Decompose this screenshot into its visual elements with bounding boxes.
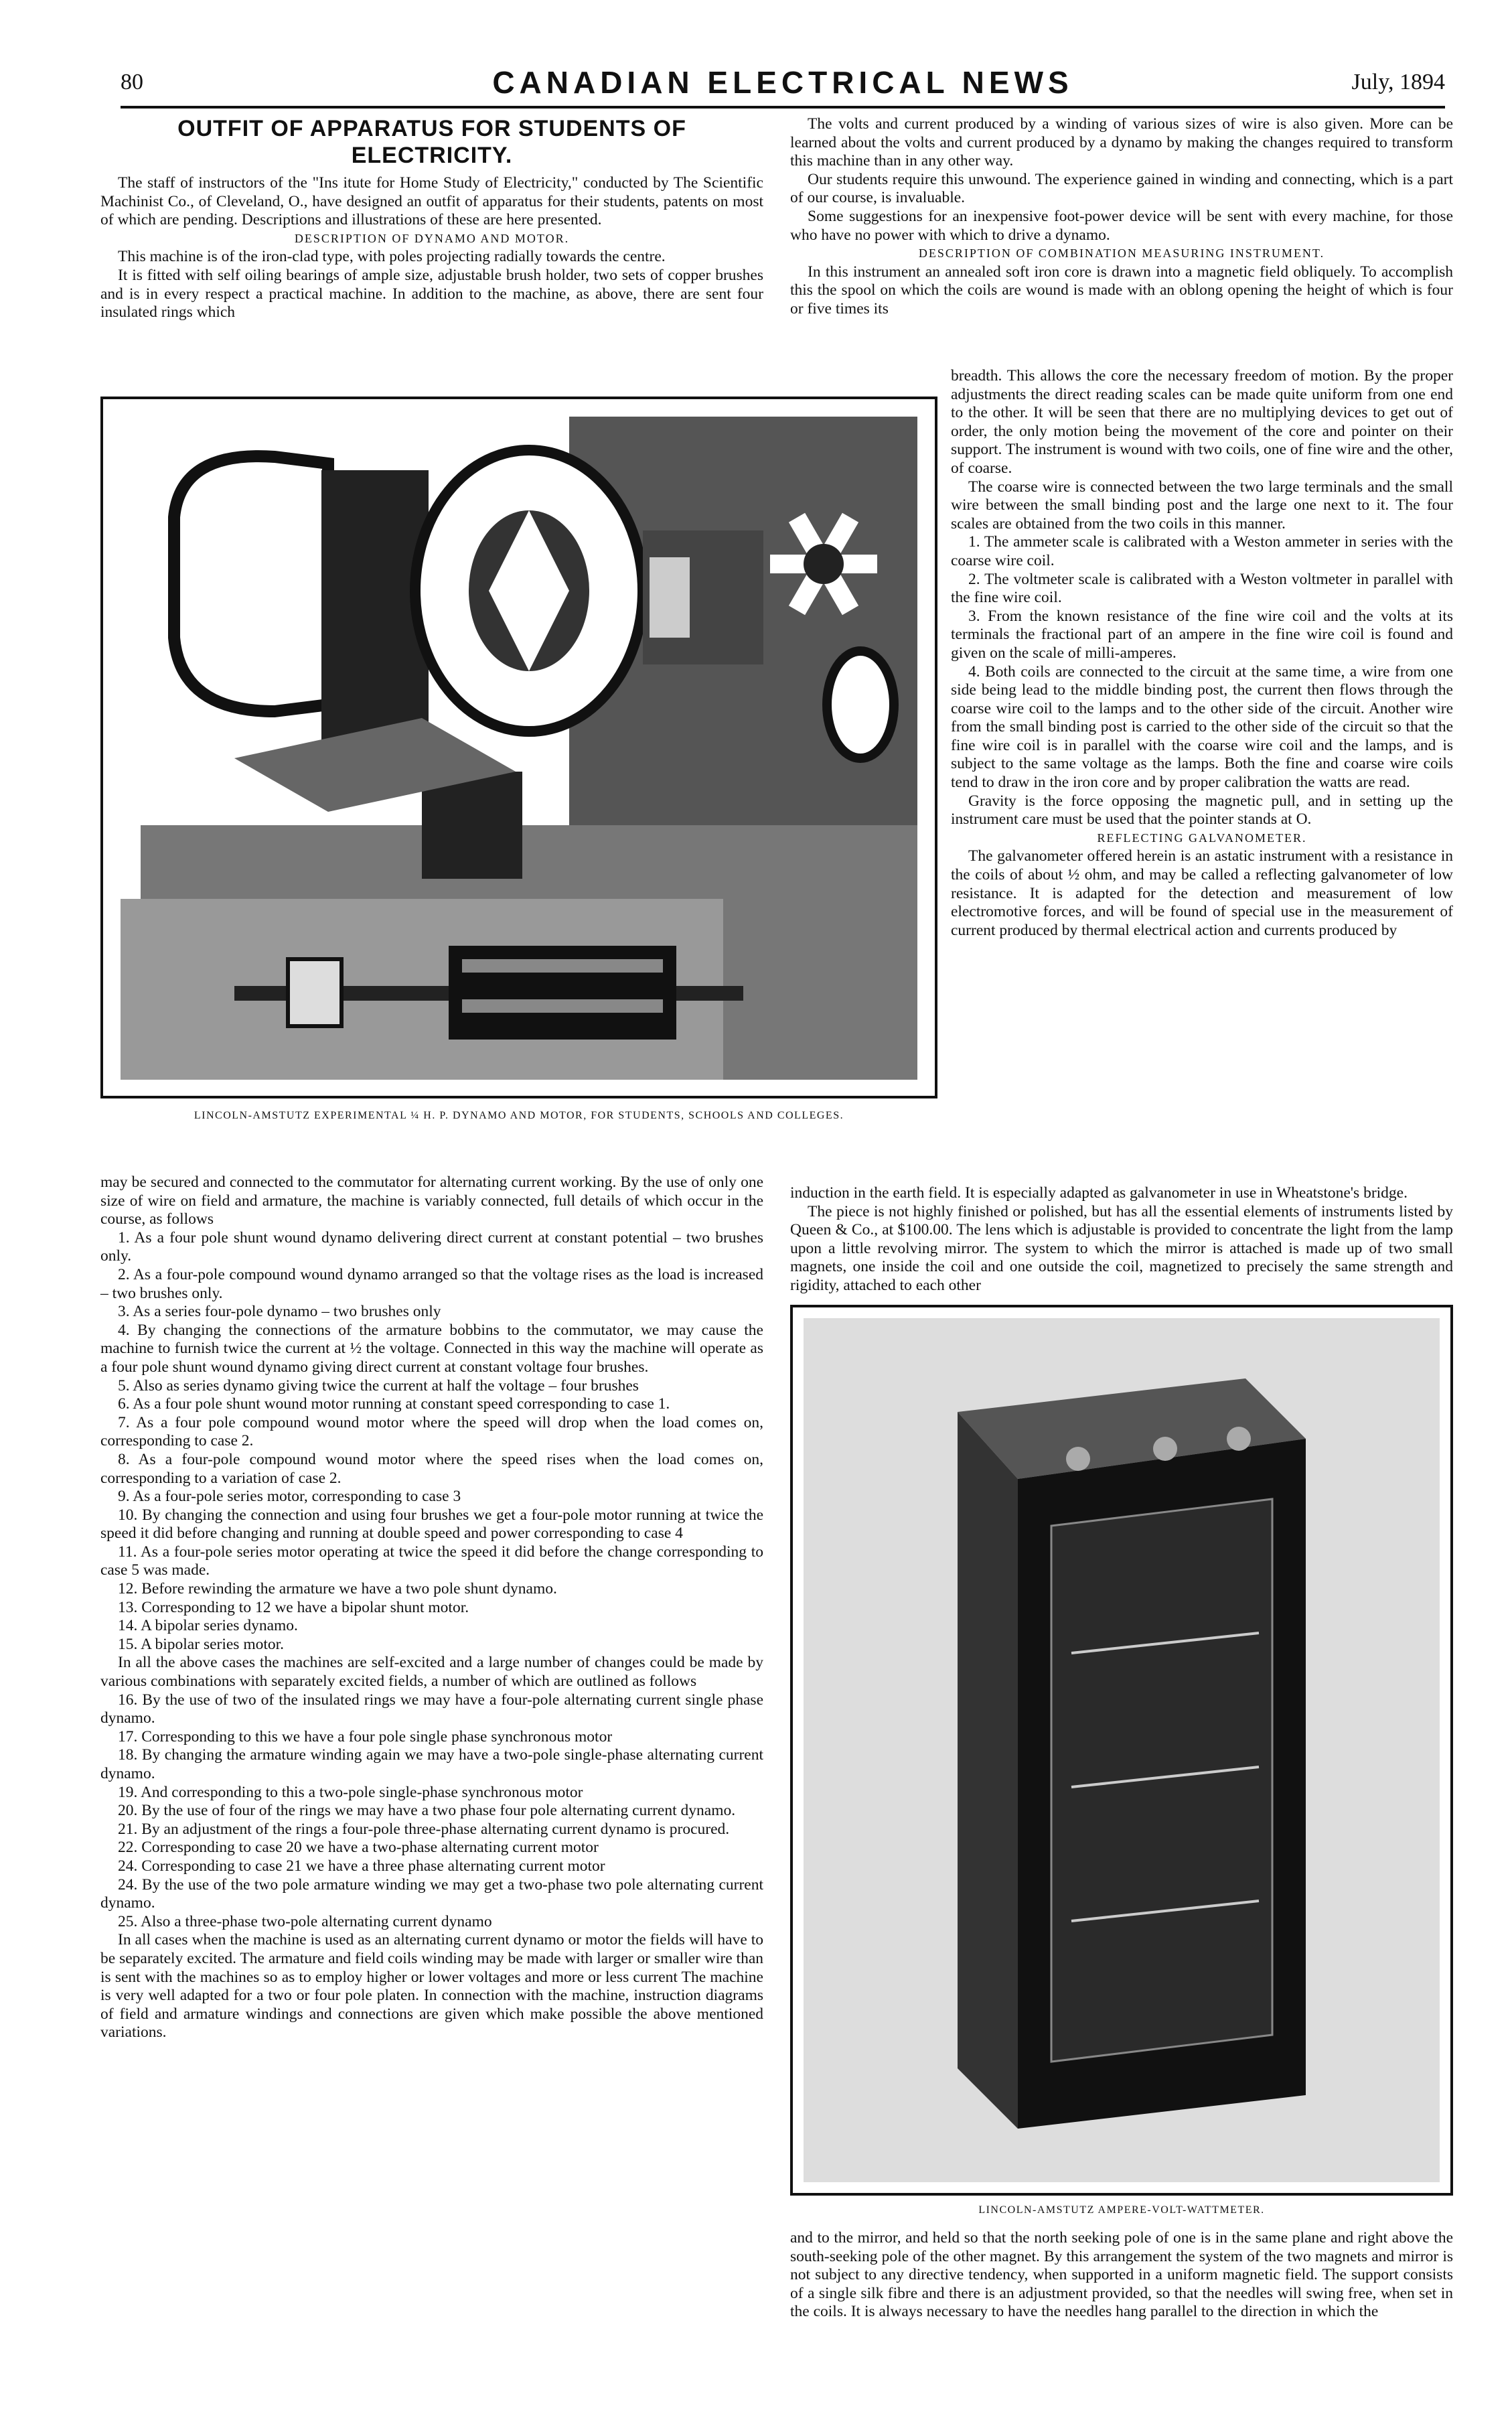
right-paragraph: The galvanometer offered herein is an astatic instrument with a resistance in the coils of about ½ ohm, and may be called a reflecting galvanometer of low resistance. It is adapted for the detection and measurement of low electromotive forces, and will be found of special use in the measurement of current produced by thermal electrical action and currents produced by [951,847,1453,939]
list-item: 20. By the use of four of the rings we may have a two phase four pole alternating current dynamo. [118,1802,736,1820]
list-item: 8. As a four-pole compound wound motor where the speed rises when the load comes on, corresponding to a variation of case 2. [100,1450,763,1487]
list-item: 21. By an adjustment of the rings a four-pole three-phase alternating current dynamo is procured. [118,1820,730,1838]
right-paragraph: 1. The ammeter scale is calibrated with a Weston ammeter in series with the coarse wire coil. [951,533,1453,569]
right-column-top [790,115,1453,319]
right-paragraph: The coarse wire is connected between the two large terminals and the small wire between the small binding post and the large one next to it. The four scales are obtained from the two coils in this manner. [951,478,1453,532]
right-paragraph: 2. The voltmeter scale is calibrated with a Weston voltmeter in parallel with the fine wire coil. [951,570,1453,607]
closing-paragraph: In all cases when the machine is used as an alternating current dynamo or motor the fields will have to be separately excited. The armature and field coils winding may be made with larger or smaller wire than is sent with the machines so as to employ higher or lower voltages and more or less current The machine is very well adapted for a two or four pole platen. In connection with the machine, instruction diagrams of field and armature windings and connections are given which make possible the above mentioned variations. [100,1931,763,2042]
right-paragraph: 3. From the known resistance of the fine wire coil and the volts at its terminals the fractional part of an ampere in the fine wire coil is found and given on the scale of milli-amperes. [951,607,1453,662]
list-item: 12. Before rewinding the armature we have a two pole shunt dynamo. [118,1580,557,1598]
self-excited-paragraph: In all the above cases the machines are self-excited and a large number of changes could be made by various combinations with separately excited fields, a number of which are outlined as follows [100,1654,763,1691]
list-item: 14. A bipolar series dynamo. [118,1617,298,1635]
dynamo-caption: LINCOLN-AMSTUTZ EXPERIMENTAL ¼ H. P. DYNAMO AND MOTOR, FOR STUDENTS, SCHOOLS AND COLLEGES. [194,1110,844,1121]
wattmeter-caption: LINCOLN-AMSTUTZ AMPERE-VOLT-WATTMETER. [978,2204,1265,2216]
subhead-dynamo: DESCRIPTION OF DYNAMO AND MOTOR. [294,231,570,245]
left-column-bottom [100,1173,763,2042]
list-item: 22. Corresponding to case 20 we have a two-phase alternating current motor [118,1839,599,1857]
list-item: 9. As a four-pole series motor, corresponding to case 3 [118,1488,461,1506]
right-paragraph: 4. Both coils are connected to the circuit at the same time, a wire from one side being lead to the middle binding post, the current then flows through the coarse wire coil to the lamps and to the other side of the circuit. Another wire from the small binding post is carried to the other side of the circuit so that the fine wire coil is in parallel with the coarse wire coil and the lamps, and is subject to the same voltage as the lamps. Both the fine and coarse wire coils tend to draw in the iron core and by proper calibration the watts are read. [951,662,1453,792]
right-column-bottom [790,2229,1453,2322]
list-item: 15. A bipolar series motor. [118,1635,285,1653]
header-rule [121,106,1445,109]
list-item: 6. As a four pole shunt wound motor running at constant speed corresponding to case 1. [118,1395,670,1413]
dynamo-paragraph-2: It is fitted with self oiling bearings of ample size, adjustable brush holder, two sets of copper brushes and is in every respect a practical machine. In addition to the machine, as above, there are sent four insulated rings which [100,266,763,322]
continuation-paragraph: may be secured and connected to the commutator for alternating current working. By the use of only one size of wire on field and armature, the machine is variably connected, full details of which occur in the course, as follows [100,1173,763,1228]
right-paragraph: The volts and current produced by a winding of various sizes of wire is also given. More can be learned about the volts and current produced by a dynamo by making the changes required to transform this machine than in any other way. [790,115,1453,170]
article-intro: The staff of instructors of the "Ins itute for Home Study of Electricity," conducted by The Scientific Machinist Co., of Cleveland, O., have designed an outfit of apparatus for their students, patents on most of which are pending. Descriptions and illustrations of these are here presented. [100,174,763,229]
dynamo-illustration [100,397,937,1098]
right-column-mid [790,1184,1453,1295]
page-header [121,64,1445,104]
list-item: 4. By changing the connections of the armature bobbins to the commutator, we may cause the machine to furnish twice the current at ½ the voltage. Connected in this way the machine will operate as a four pole shunt wound dynamo giving direct current at constant voltage four brushes. [100,1321,763,1376]
list-item: 25. Also a three-phase two-pole alternating current dynamo [118,1912,492,1930]
right-column-narrow [951,367,1453,940]
list-item: 5. Also as series dynamo giving twice the current at half the voltage – four brushes [118,1376,639,1395]
list-item: 7. As a four pole compound wound motor where the speed will drop when the load comes on, corresponding to case 2. [100,1413,763,1450]
right-paragraph: Gravity is the force opposing the magnetic pull, and in setting up the instrument care must be used that the pointer stands at O. [951,792,1453,829]
right-paragraph: In this instrument an annealed soft iron core is drawn into a magnetic field obliquely. To accomplish this the spool on which the coils are wound is made with an oblong opening the height of which is four or five times its [790,263,1453,317]
page-number: 80 [121,70,143,94]
issue-date: July, 1894 [1351,70,1445,94]
right-paragraph: and to the mirror, and held so that the north seeking pole of one is in the same plane and right above the south-seeking pole of the other magnet. By this arrangement the system of the two magnets and mirror is not subject to any directive tendency, when supported in a uniform magnetic field. The support consists of a single silk fibre and there is an adjustment provided, so that the needles will swing free, when set in the coils. It is always necessary to have the needles hang parallel to the direction in which the [790,2229,1453,2321]
subhead-combination: DESCRIPTION OF COMBINATION MEASURING INSTRUMENT. [918,246,1325,261]
list-item: 24. Corresponding to case 21 we have a three phase alternating current motor [118,1857,605,1875]
list-item: 11. As a four-pole series motor operating at twice the speed it did before the change corresponding to case 5 was made. [100,1543,763,1579]
right-paragraph: induction in the earth field. It is especially adapted as galvanometer in use in Wheatstone's bridge. [790,1184,1408,1202]
list-item: 1. As a four pole shunt wound dynamo delivering direct current at constant potential – two brushes only. [100,1228,763,1265]
right-paragraph: Our students require this unwound. The experience gained in winding and connecting, which is a part of our course, is invaluable. [790,170,1453,207]
right-paragraph: breadth. This allows the core the necessary freedom of motion. By the proper adjustments the direct reading scales can be made quite uniform from one end to the other. It will be seen that there are no multiplying devices to get out of order, the only motion being the movement of the core and pointer on their support. The instrument is wound with two coils, one of fine wire and the other, of coarse. [951,367,1453,477]
article-title: OUTFIT OF APPARATUS FOR STUDENTS OF ELECTRICITY. [177,116,686,168]
wattmeter-illustration [790,1305,1453,2196]
list-item: 19. And corresponding to this a two-pole single-phase synchronous motor [118,1783,583,1801]
right-paragraph: The piece is not highly finished or polished, but has all the essential elements of instruments listed by Queen & Co., at $100.00. The lens which is adjustable is provided to concentrate the light from the lamp upon a little revolving mirror. The system to which the mirror is attached is made up of two small magnets, one inside the coil and one outside the coil, magnetized to precisely the same strength and rigidity, attached to each other [790,1202,1453,1294]
list-item: 10. By changing the connection and using four brushes we get a four-pole motor running at twice the speed it did before changing and running at double speed and power corresponding to case 4 [100,1506,763,1543]
list-item: 2. As a four-pole compound wound dynamo arranged so that the voltage rises as the load is increased – two brushes only. [100,1265,763,1302]
list-item: 24. By the use of the two pole armature winding we may get a two-phase two pole alternating current dynamo. [100,1875,763,1912]
list-item: 16. By the use of two of the insulated rings we may have a four-pole alternating current single phase dynamo. [100,1691,763,1727]
list-item: 17. Corresponding to this we have a four pole single phase synchronous motor [118,1727,613,1746]
list-item: 18. By changing the armature winding again we may have a two-pole single-phase alternating current dynamo. [100,1746,763,1782]
subhead-galvanometer: REFLECTING GALVANOMETER. [1097,831,1307,845]
masthead: CANADIAN ELECTRICAL NEWS [492,65,1073,100]
list-item: 3. As a series four-pole dynamo – two brushes only [118,1303,441,1321]
left-column-top [100,115,763,322]
right-paragraph: Some suggestions for an inexpensive foot-power device will be sent with every machine, for those who have no power with which to drive a dynamo. [790,207,1453,244]
list-item: 13. Corresponding to 12 we have a bipolar shunt motor. [118,1598,469,1616]
dynamo-paragraph-1: This machine is of the iron-clad type, with poles projecting radially towards the centre. [118,248,666,266]
